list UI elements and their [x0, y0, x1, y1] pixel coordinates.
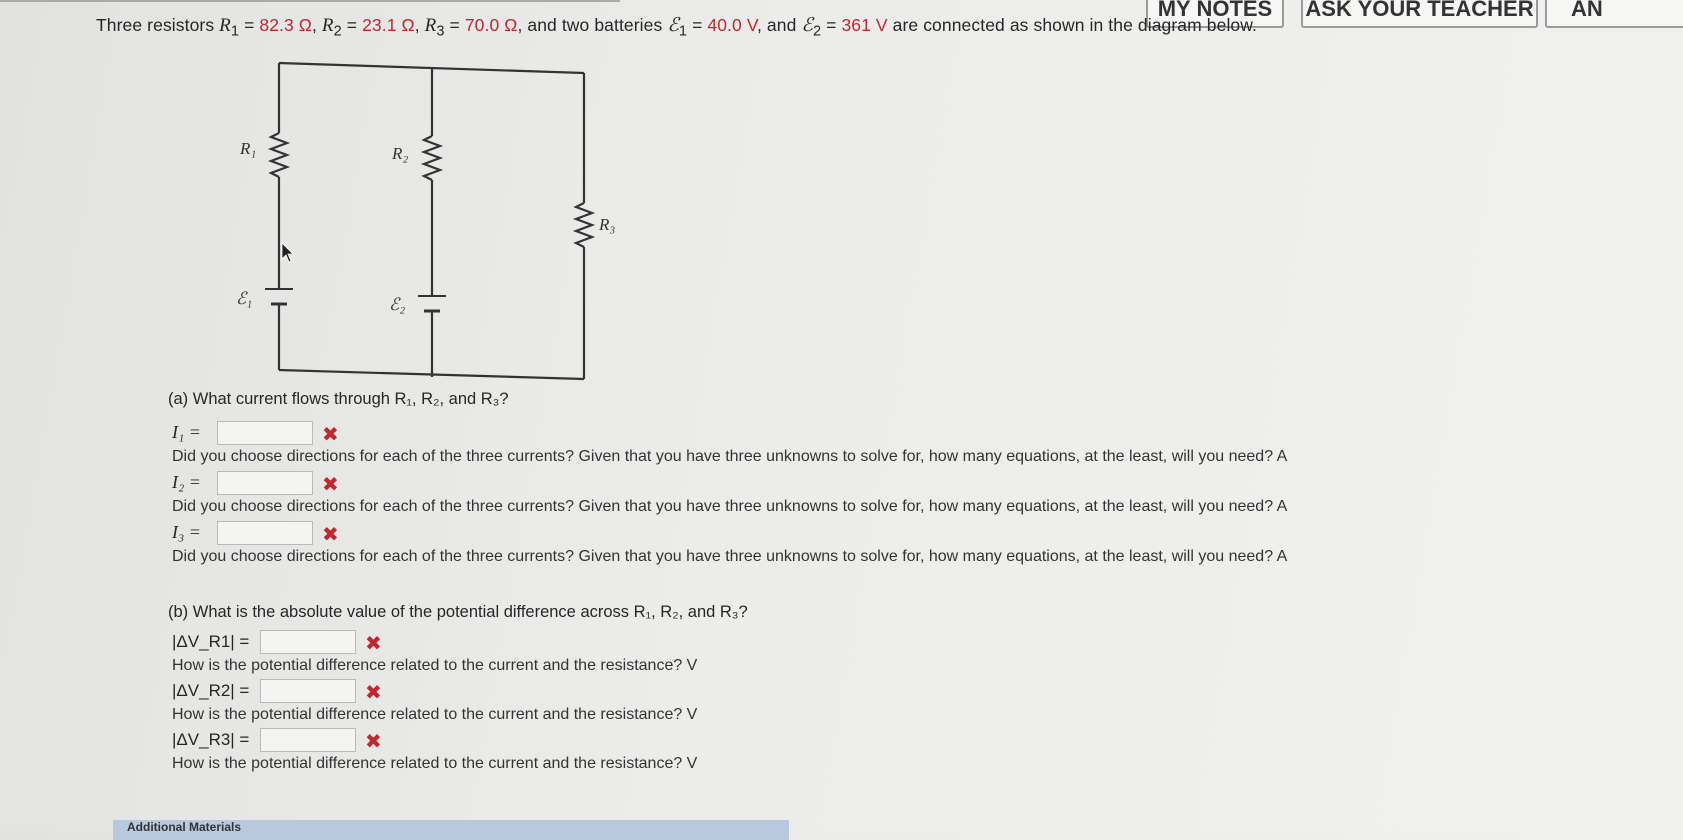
i1-input[interactable]	[217, 421, 313, 445]
i3-wrong-icon: ✖	[322, 524, 339, 546]
label-r3: R₃	[599, 215, 616, 234]
battery-e2	[418, 296, 446, 311]
v2-hint: How is the potential difference related to the current and the resistance? V	[172, 706, 698, 723]
battery-e1	[265, 289, 293, 304]
i3-hint: Did you choose directions for each of the three currents? Given that you have three unknowns to solve for, how many equations, at the least, will you need? A	[172, 548, 1288, 565]
v1-label: |ΔV_R1| =	[172, 632, 250, 651]
i1-wrong-icon: ✖	[322, 424, 339, 446]
top-divider	[0, 0, 620, 2]
resistor-r2	[424, 136, 440, 180]
v1-input[interactable]	[260, 630, 356, 654]
circuit-diagram	[226, 58, 646, 388]
ask-teacher-button[interactable]: ASK YOUR TEACHER	[1301, 0, 1538, 28]
part-b-question: (b) What is the absolute value of the potential difference across R₁, R₂, and R₃?	[168, 603, 748, 621]
part-a-question: (a) What current flows through R₁, R₂, and R₃?	[168, 390, 509, 408]
i1-label: I₁ =	[172, 422, 201, 442]
v3-hint: How is the potential difference related to the current and the resistance? V	[172, 755, 698, 772]
additional-materials-bar[interactable]: Additional Materials	[113, 820, 789, 840]
label-e2: ℰ₂	[389, 295, 406, 314]
i2-wrong-icon: ✖	[322, 474, 339, 496]
v2-label: |ΔV_R2| =	[172, 681, 250, 700]
label-r1: R₁	[240, 139, 257, 158]
v1-wrong-icon: ✖	[365, 633, 382, 655]
v3-label: |ΔV_R3| =	[172, 730, 250, 749]
label-e1: ℰ₁	[236, 289, 253, 308]
v3-wrong-icon: ✖	[365, 731, 382, 753]
resistor-r3	[576, 203, 592, 247]
i1-hint: Did you choose directions for each of the three currents? Given that you have three unknowns to solve for, how many equations, at the least, will you need? A	[172, 448, 1288, 465]
resistor-r1	[271, 133, 287, 177]
i3-input[interactable]	[217, 521, 313, 545]
i2-label: I₂ =	[172, 472, 201, 492]
mouse-cursor-icon	[282, 243, 293, 262]
i2-input[interactable]	[217, 471, 313, 495]
my-notes-button[interactable]: MY NOTES	[1146, 0, 1284, 28]
v1-hint: How is the potential difference related to the current and the resistance? V	[172, 657, 698, 674]
label-r2: R₂	[392, 144, 409, 163]
practice-another-button[interactable]: AN	[1545, 0, 1683, 28]
i2-hint: Did you choose directions for each of the three currents? Given that you have three unknowns to solve for, how many equations, at the least, will you need? A	[172, 498, 1288, 515]
v2-wrong-icon: ✖	[365, 682, 382, 704]
problem-statement: Three resistors $R_1 = 82.3$ Ω, $R_2 = 23.1$ Ω, $R_3 = 70.0$ Ω, and two batteries ℰ$_1$ = 40.0 V, and ℰ$_2$ = 361 V are connected as shown in the diagram below.	[96, 15, 1257, 40]
i3-label: I₃ =	[172, 522, 201, 542]
v3-input[interactable]	[260, 728, 356, 752]
v2-input[interactable]	[260, 679, 356, 703]
